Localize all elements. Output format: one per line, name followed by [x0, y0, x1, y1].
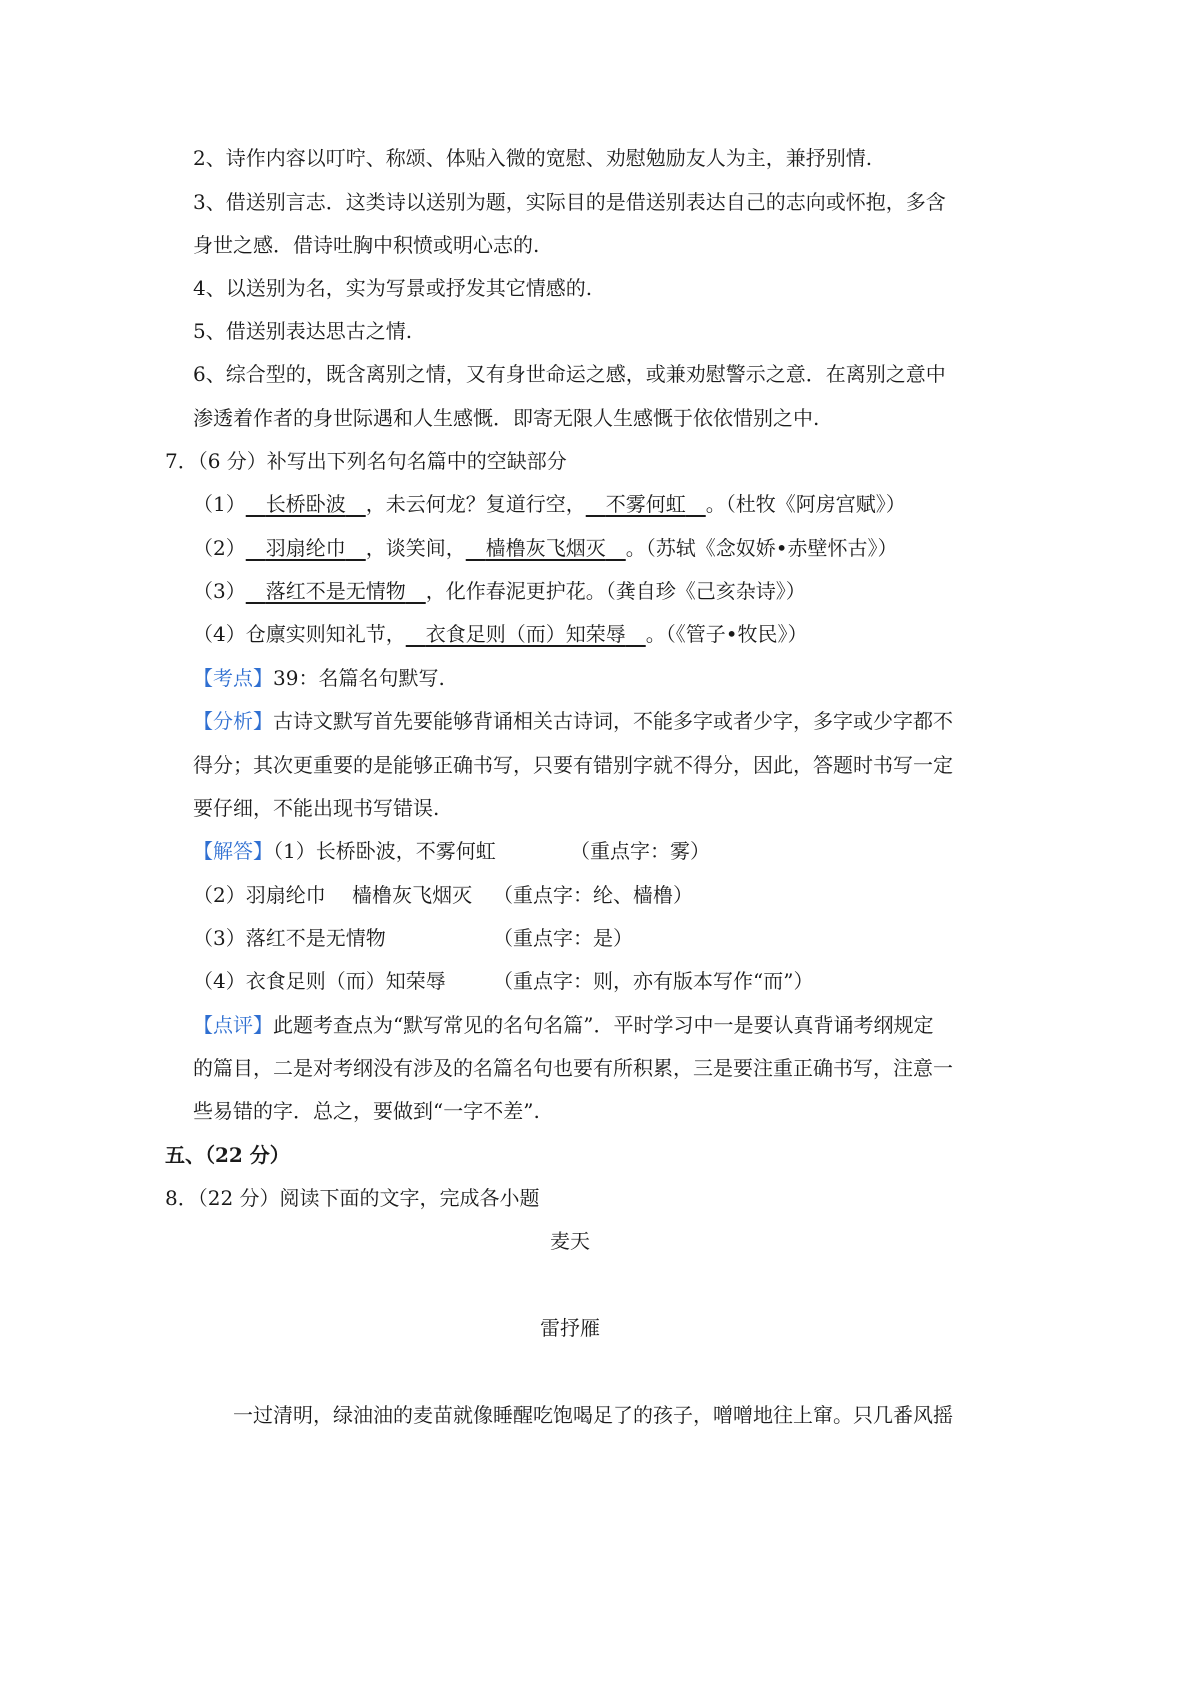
- q7-item-3: [193, 576, 806, 606]
- kaodian-line: [193, 663, 445, 693]
- dianping-tag: 【点评】: [193, 1013, 273, 1037]
- analysis-item-5: 5、借送别表达思古之情.: [193, 319, 413, 343]
- section-5-heading: 五、（22 分）: [165, 1143, 290, 1167]
- jieda-2-keypoint: （重点字：纶、樯橹）: [493, 883, 693, 907]
- analysis-item-3-line2: 身世之感．借诗吐胸中积愤或明心志的.: [193, 233, 540, 257]
- article-author: 雷抒雁: [540, 1316, 600, 1340]
- analysis-item-6-line2: 渗透着作者的身世际遇和人生感慨．即寄无限人生感慨于依依惜别之中.: [193, 406, 820, 430]
- q7-item-4-answer-1: 衣食足则（而）知荣辱: [425, 622, 626, 646]
- analysis-item-6-line1: 6、综合型的，既含离别之情，又有身世命运之感，或兼劝慰警示之意．在离别之意中: [193, 362, 946, 386]
- analysis-item-3-line1: 3、借送别言志．这类诗以送别为题，实际目的是借送别表达自己的志向或怀抱，多含: [193, 190, 946, 214]
- kaodian-text: 39：名篇名句默写.: [273, 666, 445, 690]
- q7-item-4-prefix: （4）仓廪实则知礼节，: [193, 622, 406, 646]
- dianping-line-3: 些易错的字．总之，要做到“一字不差”.: [193, 1099, 540, 1123]
- jieda-4-answer: （4）衣食足则（而）知荣辱: [193, 969, 446, 993]
- fenxi-line-1: [193, 706, 953, 736]
- article-title: 麦天: [550, 1229, 590, 1253]
- jieda-tag: 【解答】: [193, 839, 273, 863]
- q7-item-1-middle: ，未云何龙？复道行空，: [365, 492, 586, 516]
- dianping-line-1: [193, 1010, 933, 1040]
- jieda-4-keypoint: （重点字：则，亦有版本写作“而”）: [493, 969, 814, 993]
- q7-item-4-source: 。（《管子•牧民》）: [645, 622, 808, 646]
- q7-item-1-answer-1: 长桥卧波: [265, 492, 346, 516]
- jieda-2-answer: （2）羽扇纶巾 樯橹灰飞烟灭: [193, 883, 473, 907]
- q7-item-2-source: 。（苏轼《念奴娇•赤壁怀古》）: [625, 536, 898, 560]
- q7-item-2-middle: ，谈笑间，: [365, 536, 466, 560]
- article-paragraph-1: 一过清明，绿油油的麦苗就像睡醒吃饱喝足了的孩子，噌噌地往上窜。只几番风摇: [233, 1403, 953, 1427]
- q7-item-2: [193, 533, 898, 563]
- jieda-1-keypoint: （重点字：雾）: [570, 839, 710, 863]
- analysis-item-4: 4、以送别为名，实为写景或抒发其它情感的.: [193, 276, 593, 300]
- dianping-text-1: 此题考查点为“默写常见的名句名篇”．平时学习中一是要认真背诵考纲规定: [273, 1013, 934, 1037]
- dianping-line-2: 的篇目，二是对考纲没有涉及的名篇名句也要有所积累，三是要注重正确书写，注意一: [193, 1056, 953, 1080]
- q7-item-1-source: 。（杜牧《阿房宫赋》）: [705, 492, 906, 516]
- kaodian-tag: 【考点】: [193, 666, 273, 690]
- fenxi-text-1: 古诗文默写首先要能够背诵相关古诗词，不能多字或者少字，多字或少字都不: [273, 709, 953, 733]
- question-8-stem: 8．（22 分）阅读下面的文字，完成各小题: [165, 1186, 540, 1210]
- jieda-3-answer: （3）落红不是无情物: [193, 926, 386, 950]
- jieda-line-1: [193, 836, 496, 866]
- q7-item-3-source: ，化作春泥更护花。（龚自珍《己亥杂诗》）: [425, 579, 806, 603]
- q7-item-4: [193, 619, 808, 649]
- analysis-item-2: 2、诗作内容以叮咛、称颂、体贴入微的宽慰、劝慰勉励友人为主，兼抒别情.: [193, 146, 873, 170]
- q7-item-3-prefix: （3）: [193, 579, 246, 603]
- fenxi-line-3: 要仔细，不能出现书写错误.: [193, 796, 440, 820]
- fenxi-tag: 【分析】: [193, 709, 273, 733]
- q7-item-3-answer-1: 落红不是无情物: [265, 579, 406, 603]
- jieda-1-answer: （1）长桥卧波，不雾何虹: [273, 839, 496, 863]
- fenxi-line-2: 得分；其次更重要的是能够正确书写，只要有错别字就不得分，因此，答题时书写一定: [193, 753, 953, 777]
- question-7-stem: 7．（6 分）补写出下列名句名篇中的空缺部分: [165, 449, 567, 473]
- q7-item-2-answer-2: 樯橹灰飞烟灭: [485, 536, 606, 560]
- q7-item-1: [193, 489, 906, 519]
- q7-item-2-answer-1: 羽扇纶巾: [265, 536, 346, 560]
- q7-item-2-prefix: （2）: [193, 536, 246, 560]
- q7-item-1-answer-2: 不雾何虹: [605, 492, 686, 516]
- jieda-3-keypoint: （重点字：是）: [493, 926, 633, 950]
- q7-item-1-prefix: （1）: [193, 492, 246, 516]
